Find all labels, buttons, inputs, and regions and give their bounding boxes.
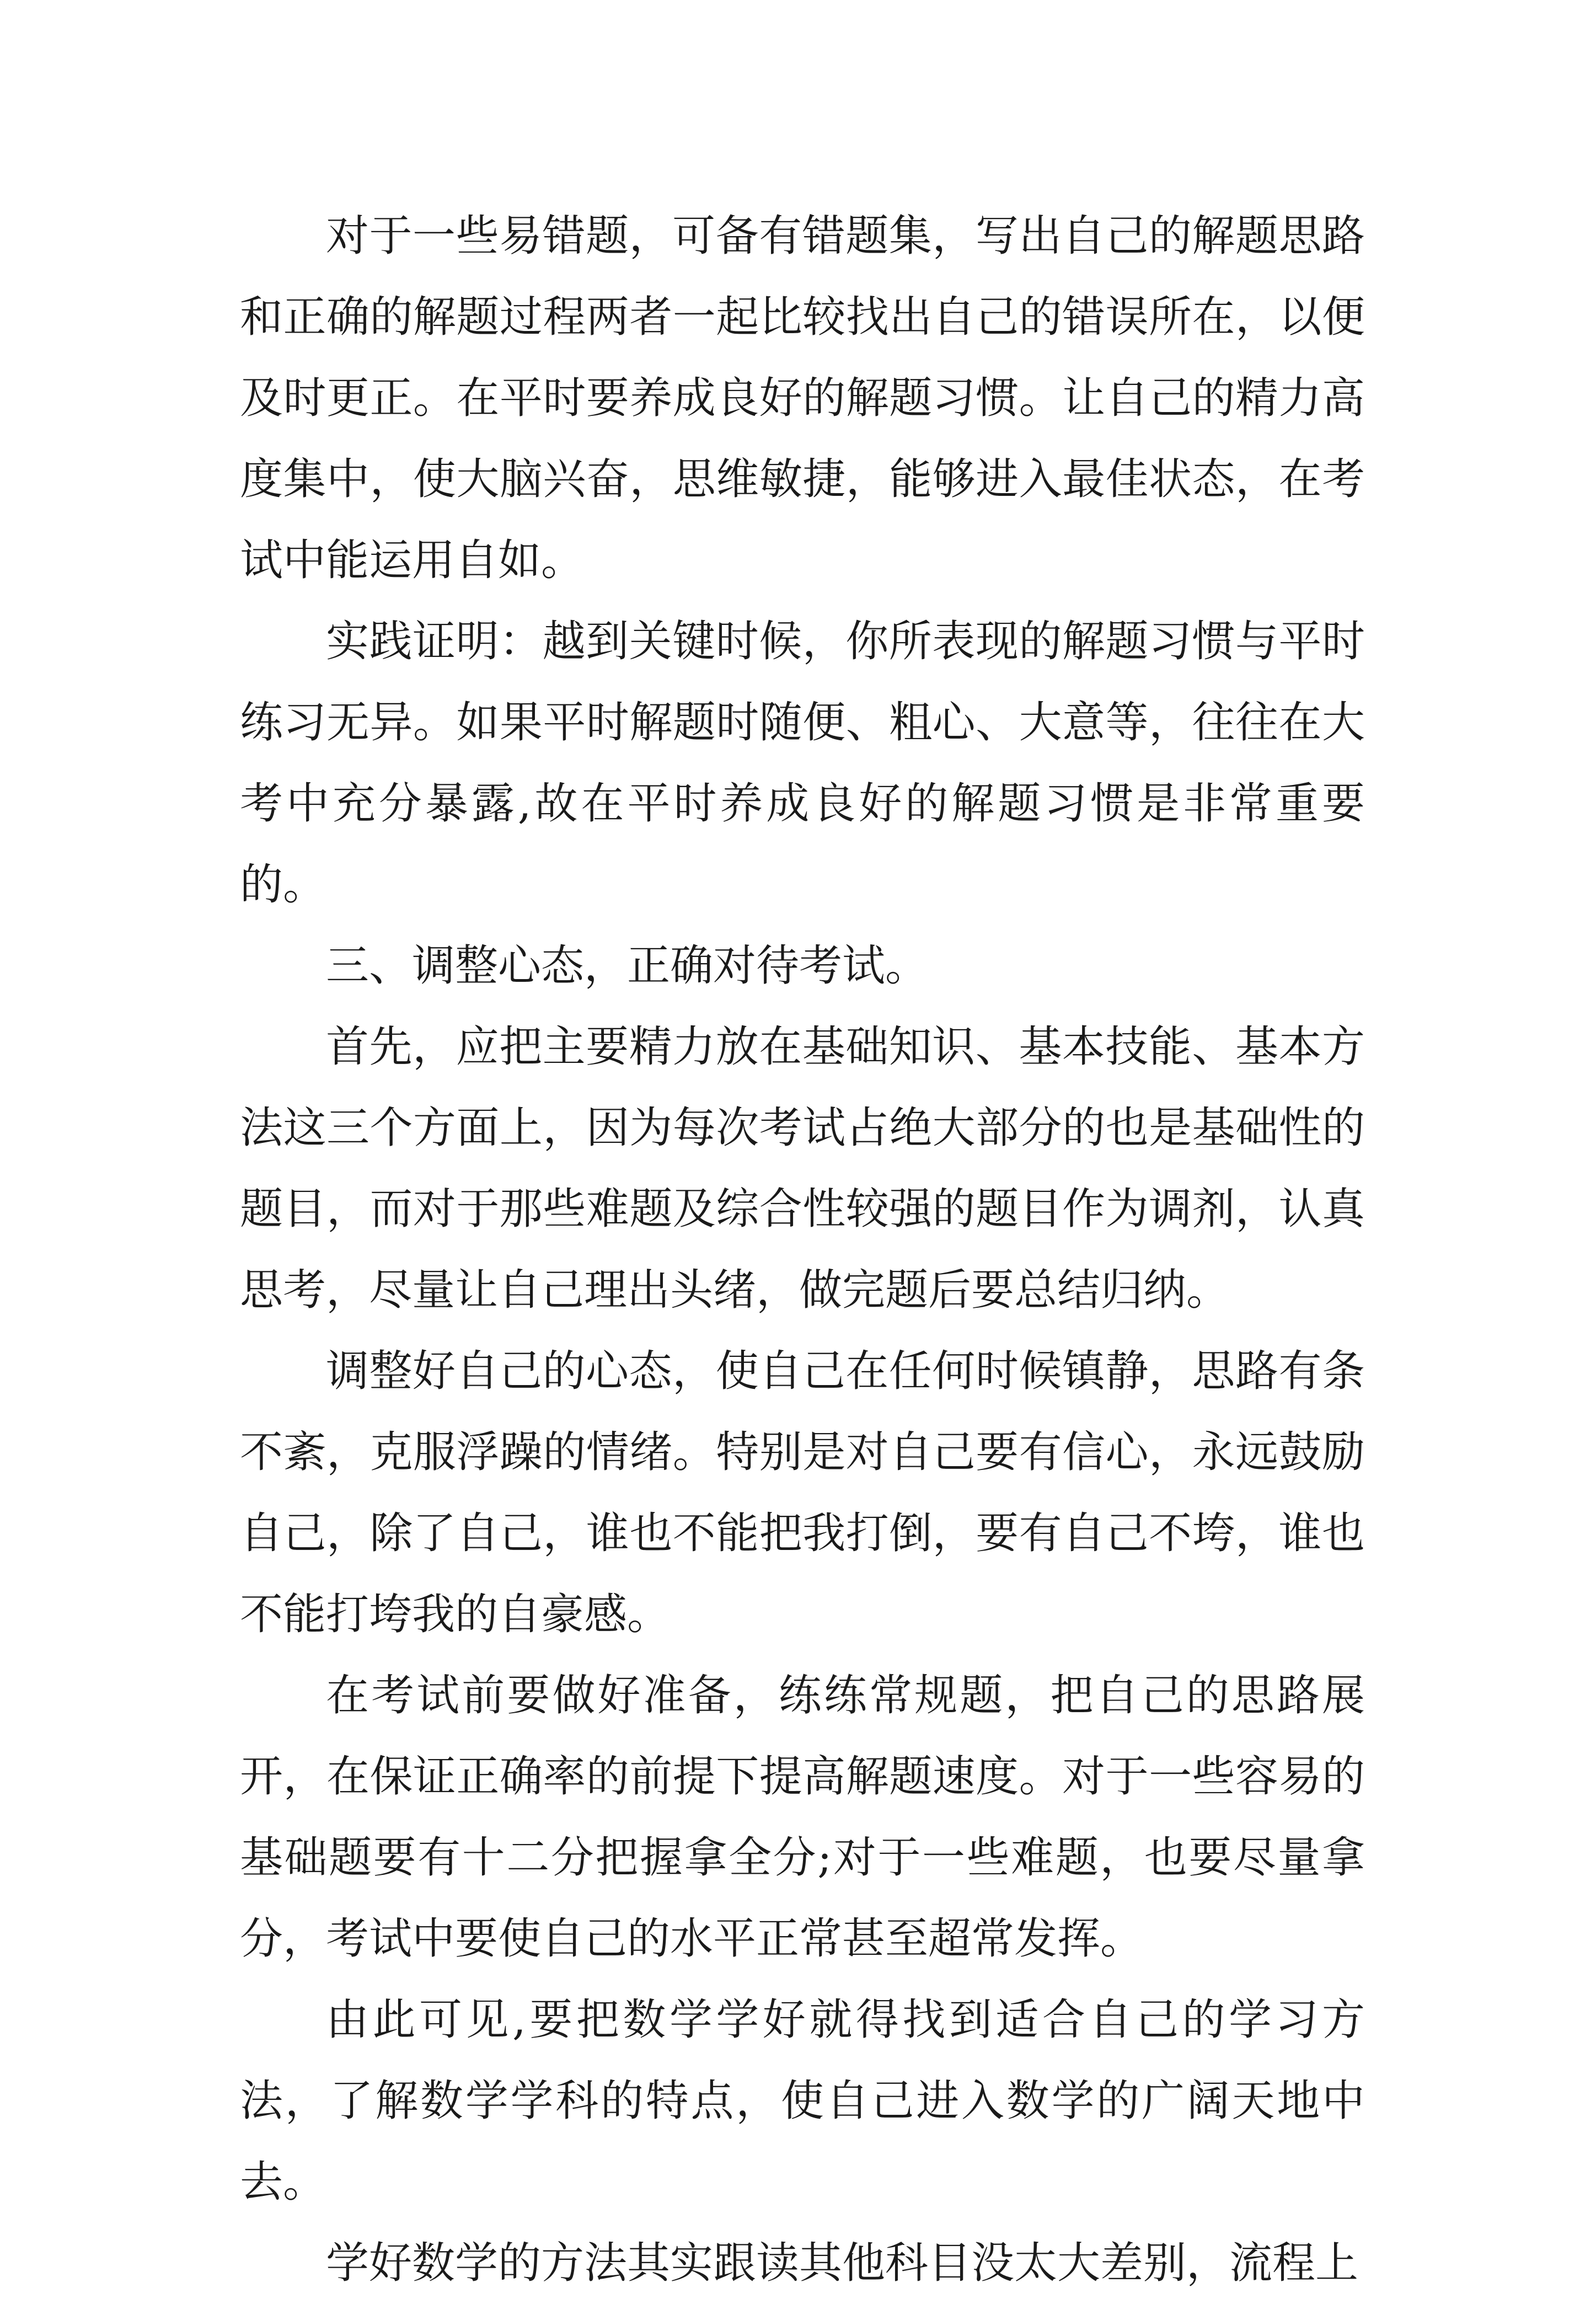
document-body xyxy=(240,196,1365,2304)
paragraph-focus-basics: 首先，应把主要精力放在基础知识、基本技能、基本方法这三个方面上，因为每次考试占绝大部分的也是基础性的题目，而对于那些难题及综合性较强的题目作为调剂，认真思考，尽量让自己理出头绪，做完题后要总结归纳。 xyxy=(240,1022,1365,1315)
paragraph-adjust-mindset: 调整好自己的心态，使自己在任何时候镇静，思路有条不紊，克服浮躁的情绪。特别是对自己要有信心，永远鼓励自己，除了自己，谁也不能把我打倒，要有自己不垮，谁也不能打垮我的自豪感。 xyxy=(240,1346,1365,1639)
paragraph-conclusion: 由此可见,要把数学学好就得找到适合自己的学习方法，了解数学学科的特点，使自己进入数学的广阔天地中去。 xyxy=(240,1995,1365,2207)
paragraph-exam-preparation: 在考试前要做好准备，练练常规题，把自己的思路展开，在保证正确率的前提下提高解题速度。对于一些容易的基础题要有十二分把握拿全分;对于一些难题，也要尽量拿分，考试中要使自己的水平正常甚至超常发挥。 xyxy=(240,1671,1365,1964)
paragraph-practice-proof: 实践证明：越到关键时候，你所表现的解题习惯与平时练习无异。如果平时解题时随便、粗心、大意等，往往在大考中充分暴露,故在平时养成良好的解题习惯是非常重要的。 xyxy=(240,617,1365,910)
paragraph-study-methods: 学好数学的方法其实跟读其他科目没太大差别，流程上 xyxy=(326,2238,1359,2288)
paragraph-error-collection: 对于一些易错题，可备有错题集，写出自己的解题思路和正确的解题过程两者一起比较找出自己的错误所在，以便及时更正。在平时要养成良好的解题习惯。让自己的精力高度集中，使大脑兴奋，思维敏捷，能够进入最佳状态，在考试中能运用自如。 xyxy=(240,211,1365,585)
section-heading-mindset: 三、调整心态，正确对待考试。 xyxy=(326,941,929,991)
